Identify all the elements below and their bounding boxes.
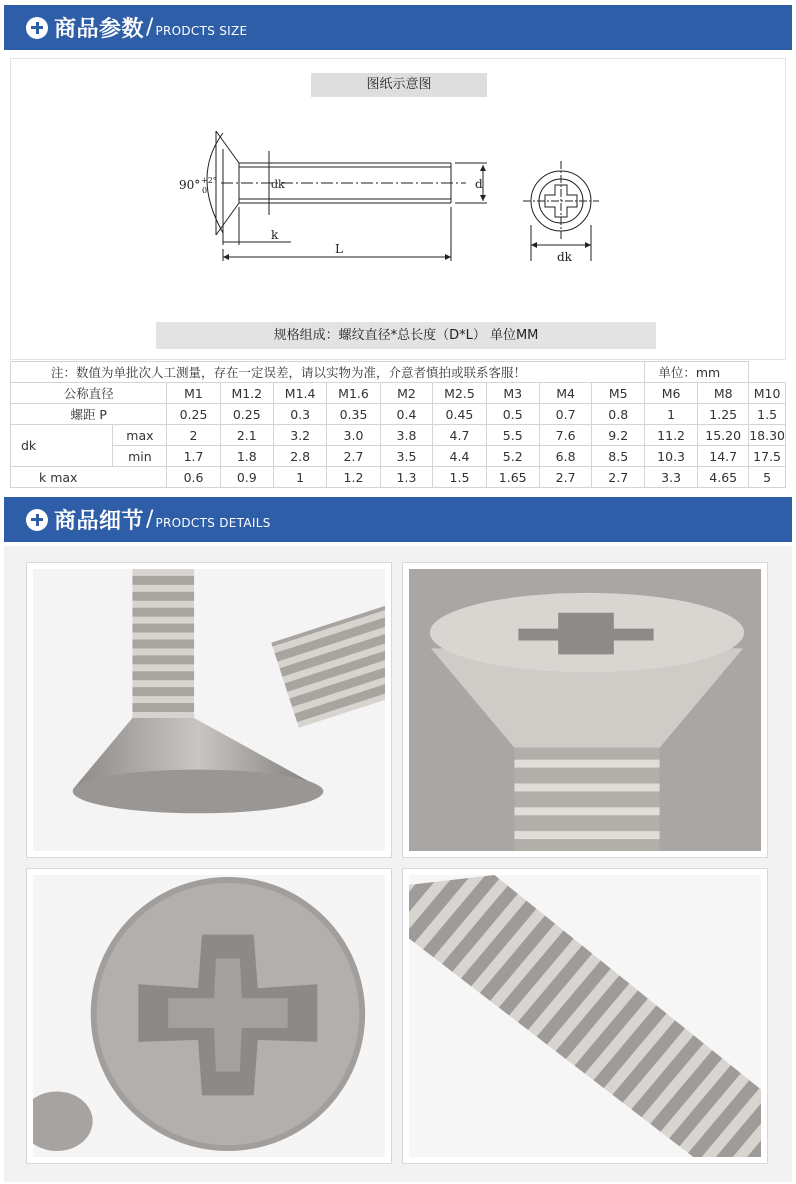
table-cell: M5: [592, 383, 645, 404]
table-cell: 1.5: [749, 404, 786, 425]
k-dimension-label: k: [271, 228, 279, 242]
section-subtitle: PRODCTS DETAILS: [155, 515, 271, 530]
table-cell: 1.25: [698, 404, 749, 425]
table-cell: 0.35: [327, 404, 380, 425]
table-cell: 2.7: [592, 467, 645, 488]
table-cell: M1.6: [327, 383, 380, 404]
table-cell: 5.2: [486, 446, 539, 467]
section-slash: /: [146, 507, 154, 532]
table-cell: 2.8: [273, 446, 326, 467]
table-cell: 0.3: [273, 404, 326, 425]
table-cell: 0.7: [539, 404, 592, 425]
table-cell: 0.4: [380, 404, 433, 425]
product-photo-angle: [402, 562, 768, 858]
angle-tolerance-upper: +2°: [201, 176, 217, 185]
table-cell: M2.5: [433, 383, 486, 404]
table-cell: M2: [380, 383, 433, 404]
table-cell: 0.45: [433, 404, 486, 425]
table-cell: 5.5: [486, 425, 539, 446]
table-cell: 4.65: [698, 467, 749, 488]
L-dimension-label: L: [335, 242, 343, 256]
spec-caption: 规格组成：螺纹直径*总长度（D*L） 单位MM: [156, 322, 656, 349]
table-header-label: 公称直径: [11, 383, 167, 404]
table-cell: 4.4: [433, 446, 486, 467]
table-cell: 11.2: [645, 425, 698, 446]
table-cell: 4.7: [433, 425, 486, 446]
table-cell: M6: [645, 383, 698, 404]
product-photo-head: [26, 868, 392, 1164]
table-cell: M10: [749, 383, 786, 404]
table-cell: 6.8: [539, 446, 592, 467]
section-title: 商品参数: [54, 17, 145, 42]
table-cell: 15.20: [698, 425, 749, 446]
dk-label: dk: [11, 425, 113, 467]
table-cell: 9.2: [592, 425, 645, 446]
table-cell: 1.3: [380, 467, 433, 488]
technical-drawing-panel: [10, 58, 786, 360]
spec-table: [10, 361, 786, 488]
table-cell: 0.25: [167, 404, 220, 425]
table-row: [11, 404, 786, 425]
section-subtitle: PRODCTS SIZE: [155, 23, 248, 38]
table-cell: 1: [273, 467, 326, 488]
product-photo-thread: [402, 868, 768, 1164]
table-cell: M8: [698, 383, 749, 404]
unit-cell: 单位：mm: [645, 362, 749, 383]
max-label: max: [113, 425, 167, 446]
table-cell: 0.6: [167, 467, 220, 488]
table-cell: M1: [167, 383, 220, 404]
table-cell: 2.7: [539, 467, 592, 488]
table-cell: 3.2: [273, 425, 326, 446]
table-cell: 1.5: [433, 467, 486, 488]
table-row: [11, 362, 786, 383]
table-row: [11, 446, 786, 467]
table-cell: M4: [539, 383, 592, 404]
angle-tolerance-lower: 0: [202, 186, 208, 195]
section-slash: /: [146, 15, 154, 40]
notice-cell: 注：数值为单批次人工测量，存在一定误差，请以实物为准，介意者慎拍或联系客服！: [11, 362, 645, 383]
table-cell: 8.5: [592, 446, 645, 467]
table-row: [11, 383, 786, 404]
table-cell: 18.30: [749, 425, 786, 446]
section-title: 商品细节: [54, 509, 145, 534]
table-cell: 1.2: [327, 467, 380, 488]
table-cell: M1.4: [273, 383, 326, 404]
table-cell: 2.1: [220, 425, 273, 446]
k-max-label: k max: [11, 467, 167, 488]
table-cell: 3.5: [380, 446, 433, 467]
table-cell: 0.25: [220, 404, 273, 425]
table-cell: M1.2: [220, 383, 273, 404]
table-cell: 0.9: [220, 467, 273, 488]
head-dk-label: dk: [557, 250, 572, 264]
table-row: [11, 425, 786, 446]
table-cell: 3.8: [380, 425, 433, 446]
table-cell: 3.0: [327, 425, 380, 446]
dk-dimension-label: dk: [271, 178, 285, 191]
table-cell: 2.7: [327, 446, 380, 467]
table-cell: 14.7: [698, 446, 749, 467]
table-cell: 17.5: [749, 446, 786, 467]
table-cell: 0.5: [486, 404, 539, 425]
table-cell: 1.8: [220, 446, 273, 467]
product-photo-grid: [4, 546, 792, 1182]
table-row: [11, 467, 786, 488]
product-photo-side: [26, 562, 392, 858]
drawing-title: 图纸示意图: [311, 73, 487, 97]
table-cell: 1: [645, 404, 698, 425]
pitch-label: 螺距 P: [11, 404, 167, 425]
plus-circle-icon: [26, 509, 48, 531]
table-cell: 2: [167, 425, 220, 446]
table-cell: 10.3: [645, 446, 698, 467]
angle-label: 90°: [179, 178, 201, 192]
table-cell: 7.6: [539, 425, 592, 446]
screw-dimension-drawing: [161, 121, 631, 271]
plus-circle-icon: [26, 17, 48, 39]
d-dimension-label: d: [475, 177, 483, 191]
table-cell: 1.7: [167, 446, 220, 467]
table-cell: 5: [749, 467, 786, 488]
section-banner-size: [4, 5, 792, 50]
table-cell: 1.65: [486, 467, 539, 488]
table-cell: 0.8: [592, 404, 645, 425]
table-cell: M3: [486, 383, 539, 404]
min-label: min: [113, 446, 167, 467]
table-cell: 3.3: [645, 467, 698, 488]
section-banner-details: [4, 497, 792, 542]
